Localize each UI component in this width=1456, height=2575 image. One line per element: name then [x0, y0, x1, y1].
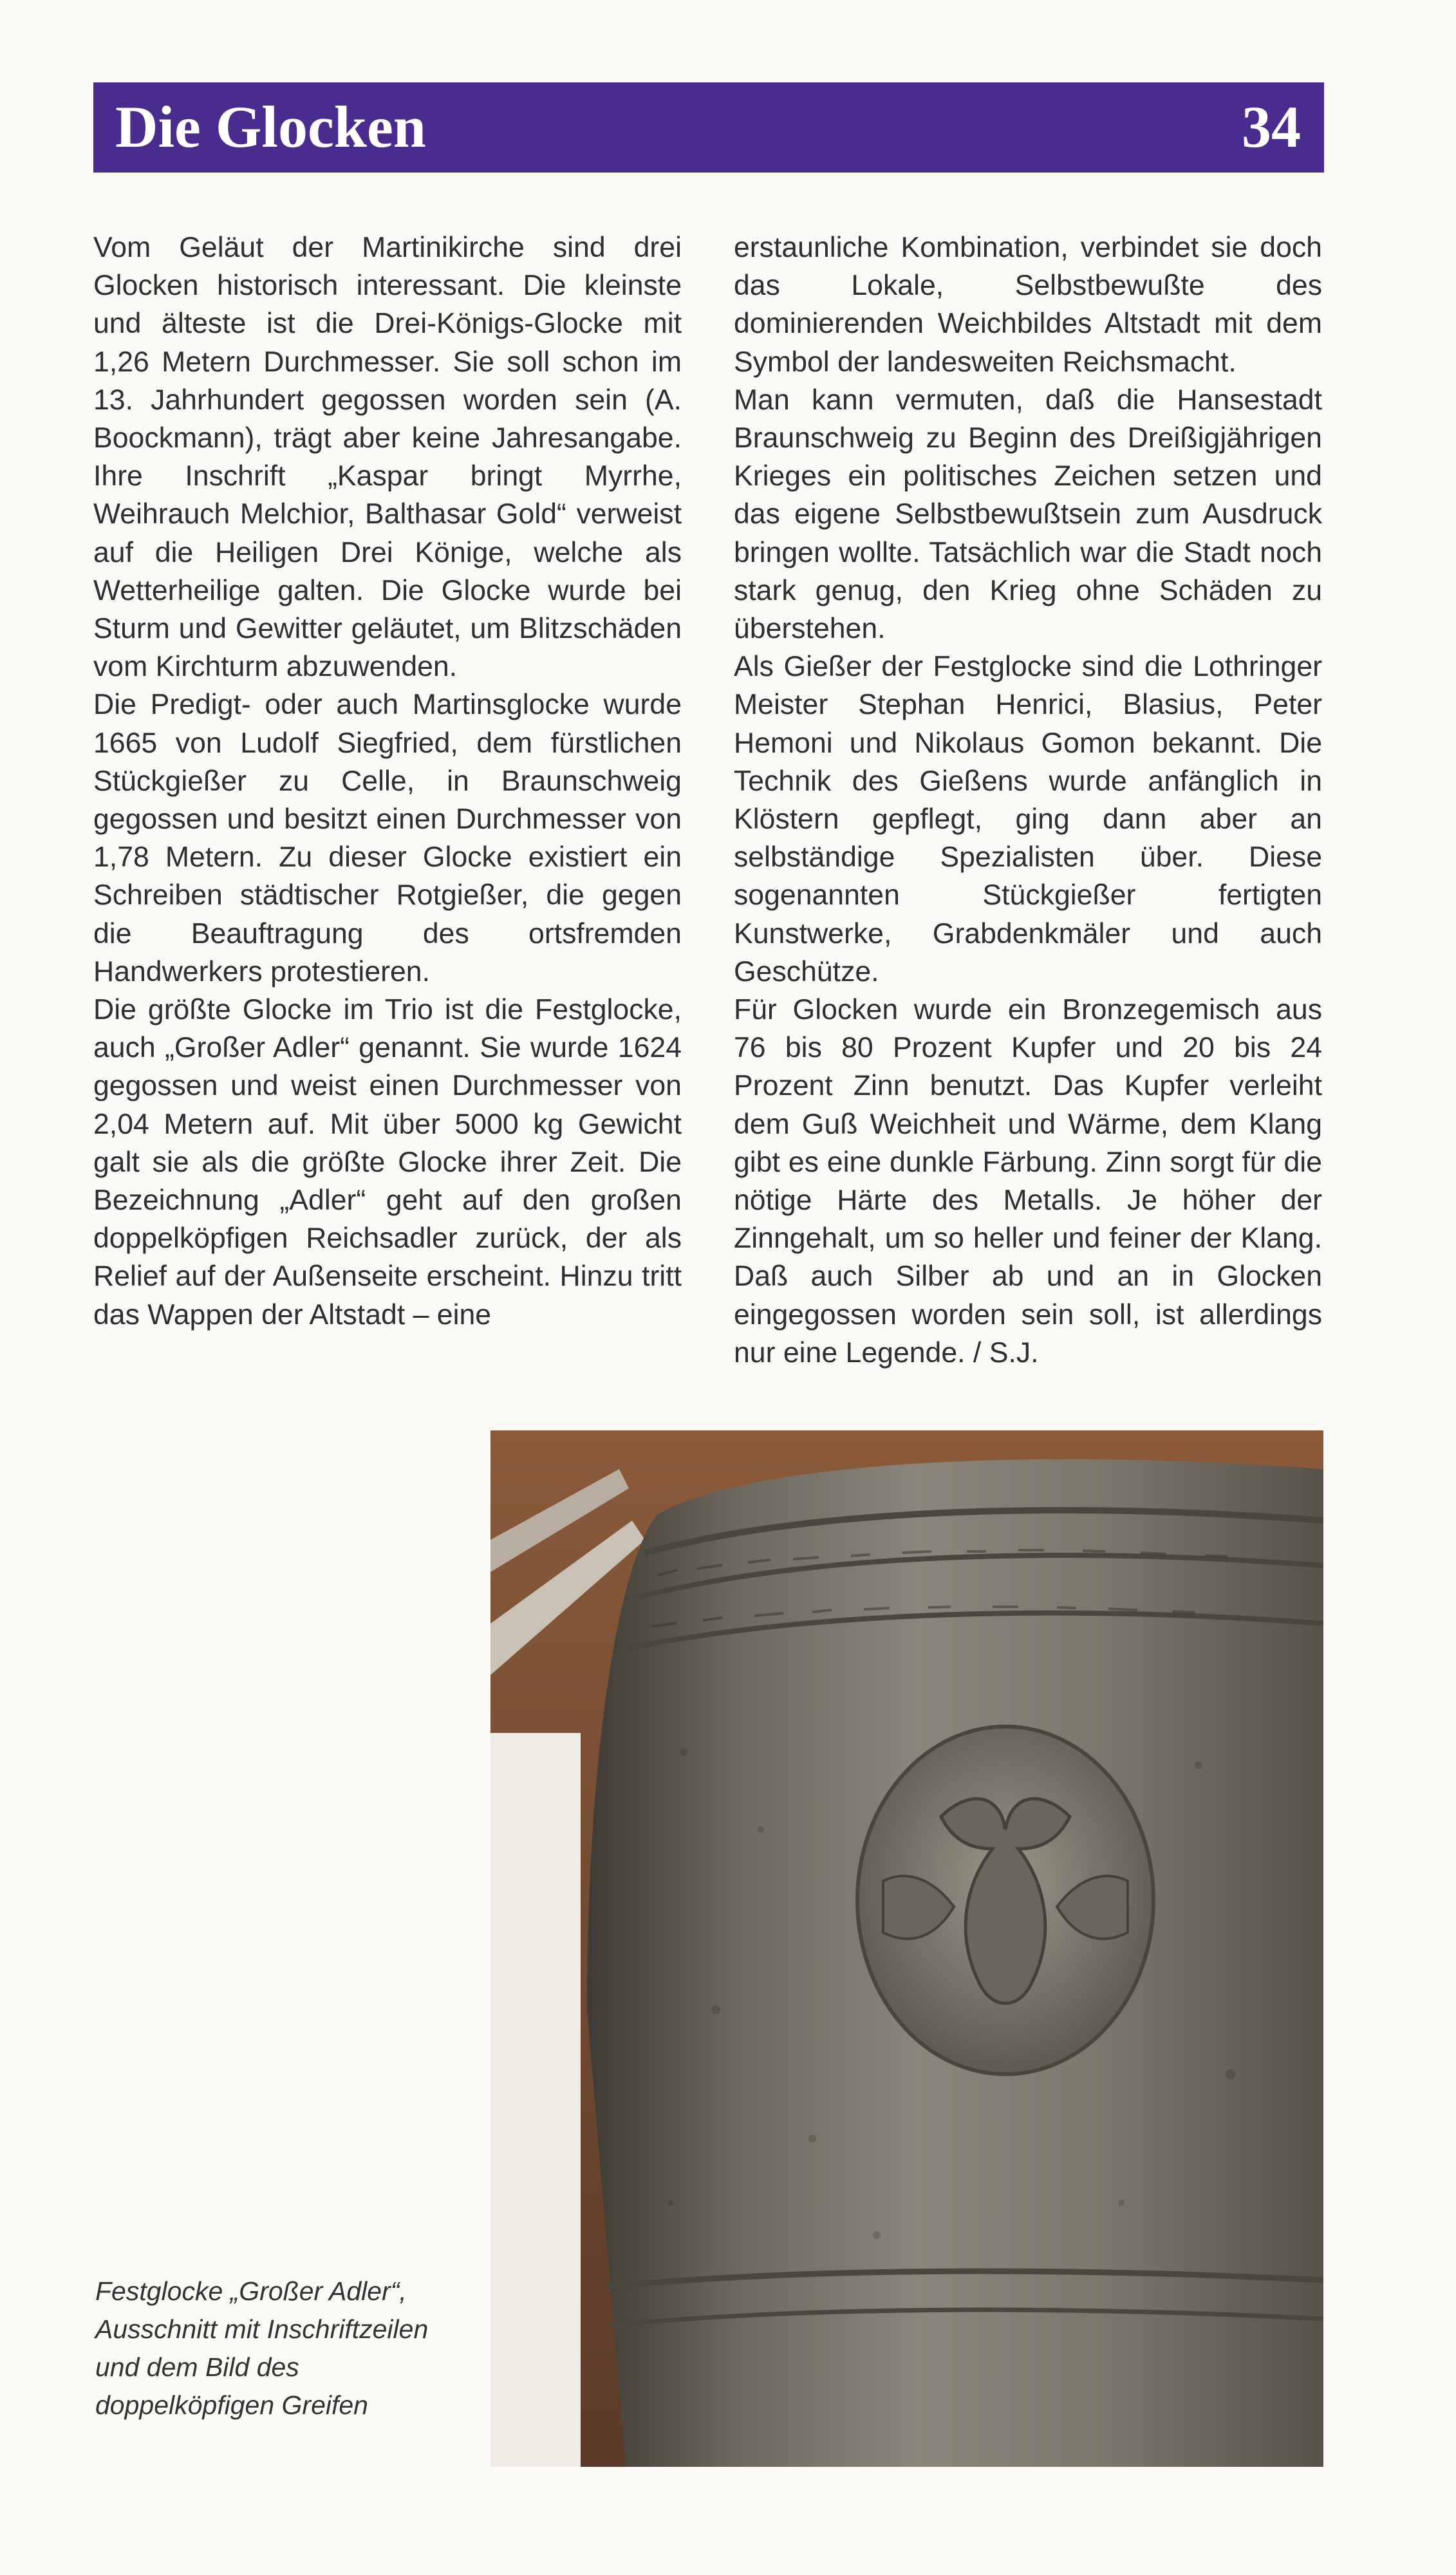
chapter-header: [93, 82, 1324, 173]
paragraph: Die größte Glocke im Trio ist die Festglocke, auch „Großer Adler“ genannt. Sie wurde 1624 gegossen und weist einen Durchmesser von 2,04 Metern auf. Mit über 5000 kg Gewicht galt sie als die größte Glocke ihrer Zeit. Die Bezeichnung „Adler“ geht auf den großen doppelköpfigen Reichsadler zurück, der als Relief auf der Außenseite erscheint. Hinzu tritt das Wappen der Altstadt – eine: [93, 994, 682, 1331]
bell-photo: [490, 1430, 1323, 2467]
figure-caption: Festglocke „Großer Adler“, Ausschnitt mit Inschriftzeilen und dem Bild des doppelköpfigen Greifen: [95, 2276, 429, 2420]
paragraph: Die Predigt- oder auch Martinsglocke wurde 1665 von Ludolf Siegfried, dem fürstlichen Stückgießer zu Celle, in Braunschweig gegossen und besitzt einen Durchmesser von 1,78 Metern. Zu dieser Glocke existiert ein Schreiben städtischer Rotgießer, die gegen die Beauftragung des ortsfremden Handwerkers protestieren.: [93, 689, 682, 988]
article-column-left: [93, 229, 682, 1334]
page-title: Die Glocken: [115, 94, 426, 160]
page-number: 34: [1242, 94, 1301, 160]
bell-illustration: [490, 1430, 1323, 2467]
paragraph: Man kann vermuten, daß die Hansestadt Braunschweig zu Beginn des Dreißigjährigen Krieges ein politisches Zeichen setzen und das eigene Selbstbewußtsein zum Ausdruck bringen wollte. Tatsächlich war die Stadt noch stark genug, den Krieg ohne Schäden zu überstehen.: [734, 384, 1322, 645]
paragraph: Für Glocken wurde ein Bronzegemisch aus 76 bis 80 Prozent Kupfer und 20 bis 24 Prozent Zinn benutzt. Das Kupfer verleiht dem Guß Weichheit und Wärme, dem Klang gibt es eine dunkle Färbung. Zinn sorgt für die nötige Härte des Metalls. Je höher der Zinngehalt, um so heller und feiner der Klang. Daß auch Silber ab und an in Glocken eingegossen worden sein soll, ist allerdings nur eine Legende. / S.J.: [734, 994, 1322, 1369]
paragraph: Vom Geläut der Martinikirche sind drei Glocken historisch interessant. Die kleinste und älteste ist die Drei-Königs-Glocke mit 1,26 Metern Durchmesser. Sie soll schon im 13. Jahrhundert gegossen worden sein (A. Boockmann), trägt aber keine Jahresangabe. Ihre Inschrift „Kaspar bringt Myrrhe, Weihrauch Melchior, Balthasar Gold“ verweist auf die Heiligen Drei Könige, welche als Wetterheilige galten. Die Glocke wurde bei Sturm und Gewitter geläutet, um Blitzschäden vom Kirchturm abzuwenden.: [93, 232, 682, 683]
article-column-right: [734, 229, 1322, 1372]
paragraph: Als Gießer der Festglocke sind die Lothringer Meister Stephan Henrici, Blasius, Peter Hemoni und Nikolaus Gomon bekannt. Die Technik des Gießens wurde anfänglich in Klöstern gepflegt, ging dann aber an selbständige Spezialisten über. Diese sogenannten Stückgießer fertigten Kunstwerke, Grabdenkmäler und auch Geschütze.: [734, 651, 1322, 988]
paragraph: erstaunliche Kombination, verbindet sie doch das Lokale, Selbstbewußte des dominierenden Weichbildes Altstadt mit dem Symbol der landesweiten Reichsmacht.: [734, 232, 1322, 378]
